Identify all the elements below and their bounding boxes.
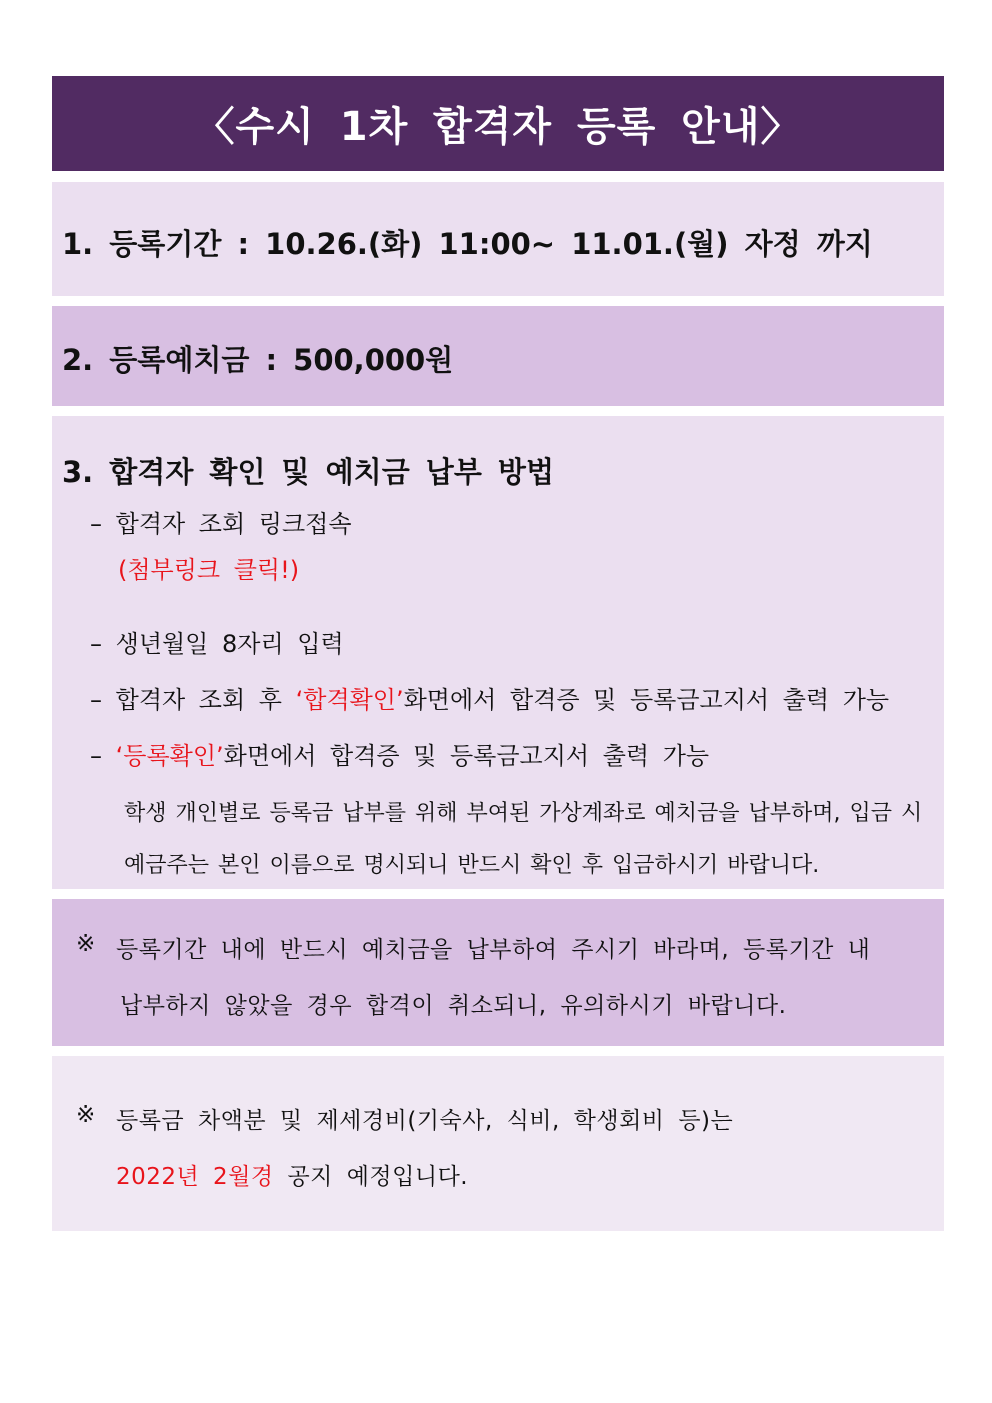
announcement-suffix: 공지 예정입니다. — [273, 1164, 469, 1190]
registration-period-section — [52, 182, 944, 296]
announcement-date: 2022년 2월경 — [116, 1164, 274, 1190]
register-check-suffix: 화면에서 합격증 및 등록금고지서 출력 가능 — [223, 742, 710, 770]
link-access-item: – 합격자 조회 링크접속 — [90, 510, 352, 538]
fee-notice — [52, 1056, 944, 1231]
attached-link[interactable]: (첨부링크 클릭!) — [118, 556, 300, 584]
pass-check-highlight: ‘합격확인’ — [295, 686, 404, 714]
virtual-account-line-1: 학생 개인별로 등록금 납부를 위해 부여된 가상계좌로 예치금을 납부하며, 입금 시 — [124, 801, 923, 826]
pass-check-suffix: 화면에서 합격증 및 등록금고지서 출력 가능 — [403, 686, 890, 714]
deposit-section — [52, 306, 944, 406]
reference-mark-icon: ※ — [76, 931, 96, 957]
pass-check-prefix: – 합격자 조회 후 — [90, 686, 296, 714]
birthdate-item: – 생년월일 8자리 입력 — [90, 630, 344, 658]
pass-check-item — [90, 680, 889, 715]
page-title: 〈수시 1차 합격자 등록 안내〉 — [194, 104, 802, 150]
registration-period-text: 1. 등록기간 : 10.26.(화) 11:00~ 11.01.(월) 자정 까지 — [62, 227, 873, 261]
deadline-notice-line-2: 납부하지 않았을 경우 합격이 취소되니, 유의하시기 바랍니다. — [120, 993, 787, 1019]
section-heading: 3. 합격자 확인 및 예치금 납부 방법 — [62, 455, 554, 489]
virtual-account-line-2: 예금주는 본인 이름으로 명시되니 반드시 확인 후 입금하시기 바랍니다. — [124, 853, 820, 878]
page-title-banner — [52, 76, 944, 171]
confirmation-method-section — [52, 416, 944, 889]
fee-notice-line-1: 등록금 차액분 및 제세경비(기숙사, 식비, 학생회비 등)는 — [116, 1108, 734, 1134]
register-check-prefix: – — [90, 742, 116, 770]
reference-mark-icon: ※ — [76, 1102, 96, 1128]
register-check-item — [90, 736, 709, 771]
deposit-amount-text: 2. 등록예치금 : 500,000원 — [62, 343, 454, 377]
register-check-highlight: ‘등록확인’ — [115, 742, 224, 770]
deadline-notice-line-1: 등록기간 내에 반드시 예치금을 납부하여 주시기 바라며, 등록기간 내 — [116, 937, 871, 963]
deadline-notice — [52, 899, 944, 1046]
fee-notice-line-2 — [116, 1158, 468, 1191]
